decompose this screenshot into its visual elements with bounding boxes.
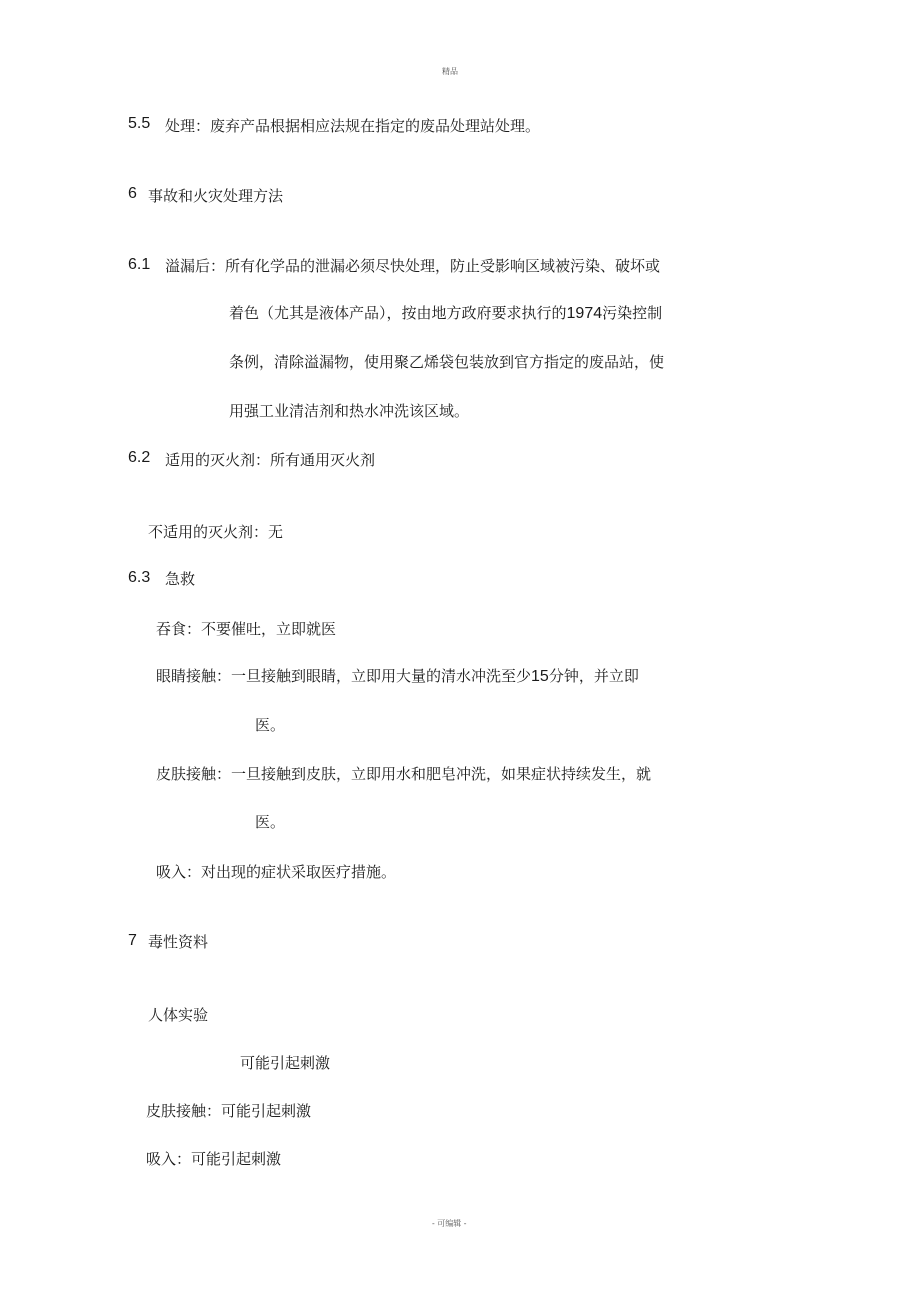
first-aid-eye-end: 分钟，并立即 (548, 667, 639, 685)
toxicity-skin-contact: 皮肤接触：可能引起刺激 (146, 1102, 312, 1120)
section-6-title: 事故和火灾处理方法 (148, 187, 284, 205)
section-6-1-line-2-end: 污染控制 (602, 304, 663, 322)
first-aid-eye-line-1 (156, 666, 639, 687)
first-aid-inhalation: 吸入：对出现的症状采取医疗措施。 (156, 863, 397, 881)
section-6-number: 6 (128, 185, 137, 202)
first-aid-ingestion: 吞食：不要催吐，立即就医 (156, 620, 337, 638)
toxicity-irritation: 可能引起刺激 (240, 1054, 331, 1072)
toxicity-human-test: 人体实验 (148, 1006, 209, 1024)
page-footer: - 可编辑 - (432, 1219, 467, 1228)
section-6-1-year: 1974 (566, 305, 603, 322)
toxicity-inhalation: 吸入：可能引起刺激 (146, 1150, 282, 1168)
section-6-1-line-3: 条例，清除溢漏物，使用聚乙烯袋包装放到官方指定的废品站，使 (229, 353, 665, 371)
section-6-2-number: 6.2 (128, 449, 151, 466)
section-6-3-number: 6.3 (128, 569, 151, 586)
section-5-5-text: 处理：废弃产品根据相应法规在指定的废品处理站处理。 (165, 117, 541, 135)
section-6-1-line-1: 溢漏后：所有化学品的泄漏必须尽快处理，防止受影响区域被污染、破坏或 (165, 257, 661, 275)
page-header: 精品 (442, 67, 458, 76)
section-6-1-line-4: 用强工业清洁剂和热水冲洗该区域。 (229, 402, 470, 420)
section-6-2-unsuitable: 不适用的灭火剂：无 (148, 523, 284, 541)
first-aid-eye-line-2: 医。 (255, 716, 286, 734)
section-6-3-title: 急救 (165, 570, 196, 588)
section-7-title: 毒性资料 (148, 933, 209, 951)
section-6-1-line-2 (229, 303, 662, 324)
first-aid-skin-line-2: 医。 (255, 813, 286, 831)
section-6-2-text: 适用的灭火剂：所有通用灭火剂 (165, 451, 376, 469)
first-aid-eye-minutes: 15 (531, 668, 549, 685)
section-7-number: 7 (128, 932, 137, 949)
first-aid-skin-line-1: 皮肤接触：一旦接触到皮肤，立即用水和肥皂冲洗，如果症状持续发生，就 (156, 765, 652, 783)
section-6-1-number: 6.1 (128, 256, 151, 273)
section-5-5-number: 5.5 (128, 115, 151, 132)
first-aid-eye-start: 眼睛接触：一旦接触到眼睛，立即用大量的清水冲洗至少 (156, 667, 532, 685)
section-6-1-line-2-start: 着色（尤其是液体产品），按由地方政府要求执行的 (229, 304, 567, 322)
